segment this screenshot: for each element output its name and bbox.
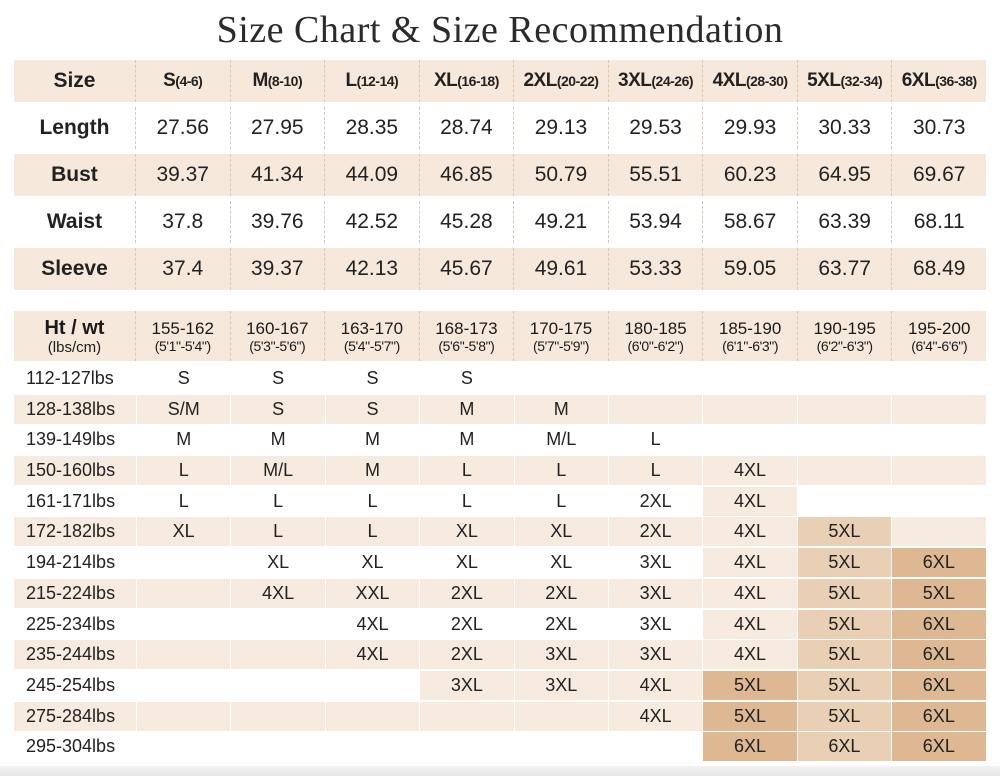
measurement-value: 41.34: [230, 154, 325, 196]
height-cm: 170-175: [529, 318, 593, 338]
weight-row: [14, 395, 986, 424]
size-range: (24-26): [651, 73, 694, 89]
weight-row: [14, 732, 986, 761]
ht-wt-label: [14, 311, 135, 361]
recommended-size-cell: S: [231, 395, 324, 424]
recommended-size-cell: [798, 364, 891, 393]
recommended-size-cell: 5XL: [798, 610, 891, 639]
recommended-size-cell: 5XL: [703, 671, 796, 700]
size-range: (8-10): [267, 73, 303, 89]
measurement-value: 64.95: [797, 154, 892, 196]
height-header-cell: [702, 311, 797, 361]
recommended-size-cell: [892, 425, 985, 454]
recommended-size-cell: M: [515, 395, 608, 424]
recommended-size-cell: S: [420, 364, 513, 393]
recommended-size-cell: 3XL: [609, 579, 702, 608]
height-header-cell: [230, 311, 325, 361]
ht-wt-title: Ht / wt: [44, 316, 105, 339]
measurement-label: Length: [39, 116, 110, 139]
recommended-size-cell: [798, 425, 891, 454]
recommended-size-cell: 2XL: [420, 579, 513, 608]
measurement-value: 39.37: [230, 248, 325, 290]
weight-row: [14, 702, 986, 731]
recommended-size-cell: 5XL: [703, 702, 796, 731]
recommended-size-cell: 6XL: [798, 732, 891, 761]
recommended-size-cell: [326, 702, 419, 731]
ht-wt-unit: (lbs/cm): [47, 338, 102, 356]
measurement-label: Bust: [51, 163, 98, 186]
recommended-size-cell: L: [326, 517, 419, 546]
size-header-cell: [797, 60, 892, 102]
measurement-value: 37.4: [135, 248, 230, 290]
recommended-size-cell: [515, 732, 608, 761]
recommended-size-cell: 4XL: [326, 640, 419, 669]
recommended-size-cell: 4XL: [703, 548, 796, 577]
size-range: (16-18): [457, 73, 499, 89]
recommended-size-cell: M/L: [515, 425, 608, 454]
recommended-size-cell: L: [231, 517, 324, 546]
size-header-cell: [608, 60, 703, 102]
recommended-size-cell: 5XL: [798, 702, 891, 731]
size-header-cell: [513, 60, 608, 102]
measurement-row: [14, 107, 986, 149]
weight-row: [14, 364, 986, 393]
recommended-size-cell: 2XL: [609, 517, 702, 546]
size-name: L: [345, 70, 357, 91]
measurement-label: Waist: [46, 210, 103, 233]
size-name: 5XL: [807, 70, 841, 91]
recommended-size-cell: [892, 517, 985, 546]
size-name: 3XL: [618, 70, 652, 91]
measurement-value: 69.67: [891, 154, 986, 196]
recommended-size-cell: XL: [231, 548, 324, 577]
size-range: (12-14): [356, 73, 399, 89]
size-name: M: [252, 70, 268, 91]
size-name: XL: [433, 70, 458, 91]
recommended-size-cell: 3XL: [515, 671, 608, 700]
size-header-row: [14, 60, 986, 102]
recommended-size-cell: [231, 702, 324, 731]
weight-label: 235-244lbs: [14, 640, 136, 669]
height-ft: (5'3"-5'6"): [249, 337, 306, 354]
measurement-value: 63.77: [797, 248, 892, 290]
recommended-size-cell: 6XL: [892, 640, 985, 669]
weight-label: 194-214lbs: [14, 548, 136, 577]
recommended-size-cell: [231, 640, 324, 669]
height-cm: 168-173: [435, 318, 498, 338]
size-header-label: Size: [53, 69, 96, 92]
recommended-size-cell: [326, 671, 419, 700]
recommended-size-cell: M: [326, 456, 419, 485]
page-title: Size Chart & Size Recommendation: [216, 9, 784, 51]
weight-row: [14, 671, 986, 700]
recommended-size-cell: [137, 702, 230, 731]
measurement-value: 30.73: [891, 107, 986, 149]
measurement-value: 60.23: [702, 154, 797, 196]
measurement-value: 55.51: [608, 154, 703, 196]
height-ft: (5'7"-5'9"): [532, 337, 589, 354]
recommended-size-cell: 2XL: [515, 579, 608, 608]
weight-row: [14, 548, 986, 577]
recommended-size-cell: [609, 732, 702, 761]
measurement-value: 28.74: [419, 107, 514, 149]
recommended-size-cell: S: [137, 364, 230, 393]
weight-row: [14, 456, 986, 485]
recommended-size-cell: 3XL: [609, 610, 702, 639]
recommended-size-cell: 3XL: [609, 548, 702, 577]
height-ft: (5'1"-5'4"): [154, 337, 211, 354]
height-header-row: [14, 311, 986, 361]
height-header-cell: [513, 311, 608, 361]
recommended-size-cell: 4XL: [703, 487, 796, 516]
weight-row: [14, 487, 986, 516]
recommended-size-cell: 4XL: [609, 702, 702, 731]
recommended-size-cell: 2XL: [609, 487, 702, 516]
recommended-size-cell: [892, 395, 985, 424]
recommended-size-cell: [231, 671, 324, 700]
height-header-cell: [135, 311, 230, 361]
recommended-size-cell: 4XL: [703, 579, 796, 608]
recommended-size-cell: 4XL: [231, 579, 324, 608]
recommended-size-cell: [798, 487, 891, 516]
recommended-size-cell: [137, 640, 230, 669]
size-name: 2XL: [523, 70, 557, 91]
height-ft: (6'2"-6'3"): [816, 337, 873, 354]
recommended-size-cell: 6XL: [892, 610, 985, 639]
recommended-size-cell: XL: [420, 517, 513, 546]
recommended-size-cell: 3XL: [420, 671, 513, 700]
recommended-size-cell: [609, 395, 702, 424]
measurement-row: [14, 154, 986, 196]
height-header-cell: [608, 311, 703, 361]
weight-row: [14, 610, 986, 639]
recommended-size-cell: [798, 456, 891, 485]
recommended-size-cell: 4XL: [703, 517, 796, 546]
recommended-size-cell: M/L: [231, 456, 324, 485]
size-header-cell: [230, 60, 325, 102]
measurement-value: 30.33: [797, 107, 892, 149]
recommended-size-cell: M: [231, 425, 324, 454]
recommended-size-cell: L: [420, 456, 513, 485]
weight-label: 245-254lbs: [14, 671, 136, 700]
recommended-size-cell: [137, 671, 230, 700]
height-header-cell: [419, 311, 514, 361]
recommended-size-cell: L: [326, 487, 419, 516]
recommended-size-cell: S: [326, 395, 419, 424]
weight-row: [14, 425, 986, 454]
weight-label: 139-149lbs: [14, 425, 136, 454]
height-header-cell: [891, 311, 986, 361]
size-header-cell: [135, 60, 230, 102]
measurement-value: 50.79: [513, 154, 608, 196]
size-chart-table: [14, 60, 986, 295]
size-name: S: [163, 70, 176, 91]
height-cm: 155-162: [151, 318, 214, 338]
recommended-size-cell: 6XL: [892, 732, 985, 761]
height-ft: (5'4"-5'7"): [343, 337, 400, 354]
recommended-size-cell: L: [137, 456, 230, 485]
height-cm: 163-170: [340, 318, 404, 338]
weight-row: [14, 640, 986, 669]
measurement-value: 39.37: [135, 154, 230, 196]
recommended-size-cell: [892, 487, 985, 516]
weight-label: 295-304lbs: [14, 732, 136, 761]
recommended-size-cell: L: [609, 425, 702, 454]
recommended-size-cell: [609, 364, 702, 393]
measurement-value: 29.93: [702, 107, 797, 149]
recommended-size-cell: [231, 610, 324, 639]
recommended-size-cell: [137, 548, 230, 577]
measurement-value: 68.49: [891, 248, 986, 290]
recommended-size-cell: XL: [515, 517, 608, 546]
measurement-value: 68.11: [891, 201, 986, 243]
measurement-value: 58.67: [702, 201, 797, 243]
recommended-size-cell: S: [231, 364, 324, 393]
size-header-cell: [702, 60, 797, 102]
recommended-size-cell: 5XL: [892, 579, 985, 608]
measurement-value: 63.39: [797, 201, 892, 243]
weight-row: [14, 517, 986, 546]
measurement-value: 37.8: [135, 201, 230, 243]
weight-label: 161-171lbs: [14, 487, 136, 516]
recommended-size-cell: XXL: [326, 579, 419, 608]
measurement-value: 44.09: [324, 154, 419, 196]
recommended-size-cell: [703, 425, 796, 454]
measurement-value: 28.35: [324, 107, 419, 149]
recommended-size-cell: 5XL: [798, 579, 891, 608]
recommended-size-cell: [137, 579, 230, 608]
weight-label: 215-224lbs: [14, 579, 136, 608]
size-header-cell: [891, 60, 986, 102]
measurement-value: 42.13: [324, 248, 419, 290]
height-cm: 180-185: [624, 318, 687, 338]
recommended-size-cell: 5XL: [798, 640, 891, 669]
recommended-size-cell: 6XL: [703, 732, 796, 761]
measurement-value: 27.95: [230, 107, 325, 149]
measurement-value: 39.76: [230, 201, 325, 243]
size-header-cell: [419, 60, 514, 102]
recommended-size-cell: M: [137, 425, 230, 454]
recommended-size-cell: [798, 395, 891, 424]
weight-label: 112-127lbs: [14, 364, 136, 393]
measurement-row: [14, 201, 986, 243]
size-range: (32-34): [840, 73, 883, 89]
recommended-size-cell: XL: [420, 548, 513, 577]
measurement-value: 59.05: [702, 248, 797, 290]
measurement-value: 29.53: [608, 107, 703, 149]
weight-label: 172-182lbs: [14, 517, 136, 546]
height-header-cell: [324, 311, 419, 361]
height-ft: (6'0"-6'2"): [627, 337, 684, 354]
height-ft: (6'4"-6'6"): [911, 337, 968, 354]
size-range: (4-6): [175, 73, 203, 89]
measurement-value: 45.67: [419, 248, 514, 290]
recommended-size-cell: S: [326, 364, 419, 393]
recommended-size-cell: 4XL: [703, 640, 796, 669]
size-header-cell: [324, 60, 419, 102]
recommended-size-cell: 4XL: [703, 456, 796, 485]
recommended-size-cell: [515, 702, 608, 731]
measurement-value: 53.33: [608, 248, 703, 290]
measurement-label: Sleeve: [41, 257, 108, 280]
recommended-size-cell: M: [420, 425, 513, 454]
measurement-value: 27.56: [135, 107, 230, 149]
recommended-size-cell: [703, 364, 796, 393]
weight-label: 128-138lbs: [14, 395, 136, 424]
recommended-size-cell: XL: [137, 517, 230, 546]
recommended-size-cell: [137, 732, 230, 761]
recommended-size-cell: XL: [515, 548, 608, 577]
measurement-value: 45.28: [419, 201, 514, 243]
recommended-size-cell: [420, 702, 513, 731]
recommended-size-cell: [892, 364, 985, 393]
recommended-size-cell: 6XL: [892, 548, 985, 577]
measurement-value: 29.13: [513, 107, 608, 149]
size-recommendation-table: [14, 311, 986, 763]
recommended-size-cell: M: [420, 395, 513, 424]
height-header-cell: [797, 311, 892, 361]
recommended-size-cell: L: [609, 456, 702, 485]
recommended-size-cell: M: [326, 425, 419, 454]
measurement-row: [14, 248, 986, 290]
measurement-value: 46.85: [419, 154, 514, 196]
measurement-value: 42.52: [324, 201, 419, 243]
size-range: (36-38): [935, 73, 977, 89]
height-ft: (5'6"-5'8"): [438, 337, 495, 354]
recommended-size-cell: [892, 456, 985, 485]
weight-label: 275-284lbs: [14, 702, 136, 731]
measurement-value: 53.94: [608, 201, 703, 243]
size-range: (20-22): [556, 73, 599, 89]
recommended-size-cell: L: [231, 487, 324, 516]
recommended-size-cell: L: [137, 487, 230, 516]
recommended-size-cell: 6XL: [892, 671, 985, 700]
recommended-size-cell: [515, 364, 608, 393]
height-cm: 190-195: [813, 318, 876, 338]
recommended-size-cell: XL: [326, 548, 419, 577]
recommended-size-cell: 2XL: [515, 610, 608, 639]
recommended-size-cell: 4XL: [703, 610, 796, 639]
recommended-size-cell: 6XL: [892, 702, 985, 731]
height-ft: (6'1"-6'3"): [722, 337, 779, 354]
size-name: 4XL: [712, 70, 746, 91]
height-cm: 160-167: [246, 318, 309, 338]
recommended-size-cell: [420, 732, 513, 761]
height-cm: 185-190: [718, 318, 782, 338]
recommended-size-cell: 3XL: [515, 640, 608, 669]
size-name: 6XL: [901, 70, 936, 91]
recommended-size-cell: 2XL: [420, 640, 513, 669]
recommended-size-cell: L: [515, 456, 608, 485]
recommended-size-cell: [703, 395, 796, 424]
measurement-value: 49.61: [513, 248, 608, 290]
recommended-size-cell: 3XL: [609, 640, 702, 669]
bottom-divider: [0, 766, 1000, 776]
recommended-size-cell: 5XL: [798, 548, 891, 577]
recommended-size-cell: 5XL: [798, 671, 891, 700]
recommended-size-cell: [326, 732, 419, 761]
recommended-size-cell: 2XL: [420, 610, 513, 639]
recommended-size-cell: [231, 732, 324, 761]
weight-label: 225-234lbs: [14, 610, 136, 639]
recommended-size-cell: L: [515, 487, 608, 516]
measurement-value: 49.21: [513, 201, 608, 243]
weight-row: [14, 579, 986, 608]
recommended-size-cell: 4XL: [326, 610, 419, 639]
recommended-size-cell: 4XL: [609, 671, 702, 700]
recommended-size-cell: 5XL: [798, 517, 891, 546]
recommended-size-cell: L: [420, 487, 513, 516]
weight-label: 150-160lbs: [14, 456, 136, 485]
size-range: (28-30): [745, 73, 788, 89]
height-cm: 195-200: [908, 318, 971, 338]
recommended-size-cell: S/M: [137, 395, 230, 424]
recommended-size-cell: [137, 610, 230, 639]
